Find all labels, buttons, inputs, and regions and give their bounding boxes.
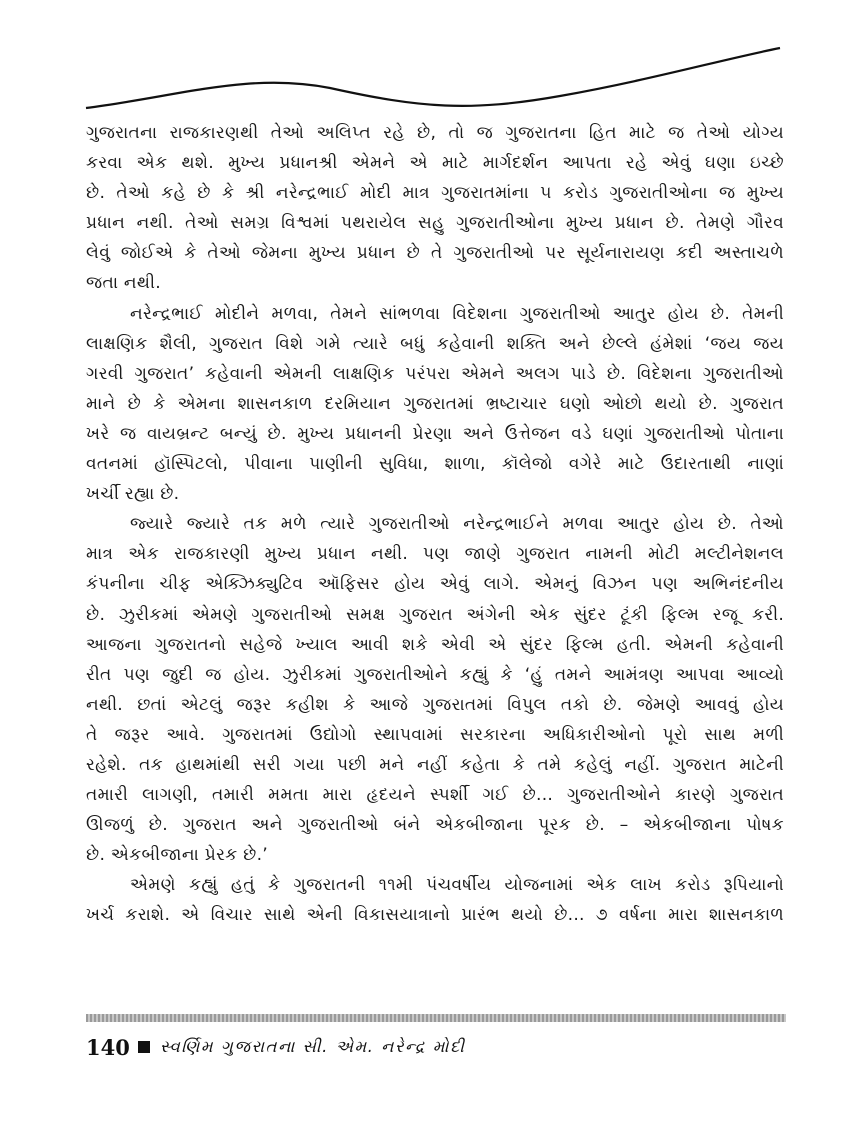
- text-line: લેવું જોઈએ કે તેઓ જેમના મુખ્ય પ્રધાન છે તે ગુજરાતીઓ પર સૂર્યનારાયણ કદી અસ્તાચળે: [86, 243, 784, 264]
- text-line: નથી. છતાં એટલું જરૂર કહીશ કે આજે ગુજરાતમાં વિપુલ તકો છે. જેમણે આવવું હોય: [86, 694, 784, 715]
- text-line: ગુજરાતના રાજકારણથી તેઓ અલિપ્ત રહે છે, તો જ ગુજરાતના હિત માટે જ તેઓ યોગ્ય: [86, 123, 784, 143]
- text-line: તે જરૂર આવે. ગુજરાતમાં ઉદ્યોગો સ્થાપવામાં સરકારના અધિકારીઓનો પૂરો સાથ મળી: [86, 724, 784, 745]
- paragraph-4: [86, 870, 784, 930]
- text-line: માત્ર એક રાજકારણી મુખ્ય પ્રધાન નથી. પણ જાણે ગુજરાત નામની મોટી મલ્ટીનેશનલ: [86, 544, 784, 565]
- text-line: જ્યારે જ્યારે તક મળે ત્યારે ગુજરાતીઓ નરેન્દ્રભાઈને મળવા આતુર હોય છે. તેઓ: [130, 514, 784, 535]
- text-line: રહેશે. તક હાથમાંથી સરી ગયા પછી મને નહીં કહેતા કે તમે કહેલું નહીં. ગુજરાત માટેની: [86, 754, 784, 775]
- text-line: છે. તેઓ કહે છે કે શ્રી નરેન્દ્રભાઈ મોદી માત્ર ગુજરાતમાંના ૫ કરોડ ગુજરાતીઓના જ મુખ્ય: [86, 183, 784, 204]
- text-line: લાક્ષણિક શૈલી, ગુજરાત વિશે ગમે ત્યારે બધું કહેવાની શક્તિ અને છેલ્લે હંમેશાં ‘જય જય: [86, 333, 784, 354]
- header-wave-decoration: [0, 0, 854, 130]
- text-line: ખર્ચ કરાશે. એ વિચાર સાથે એની વિકાસયાત્રાનો પ્રારંભ થયો છે... ૭ વર્ષના મારા શાસનકાળ: [86, 905, 784, 926]
- text-line: તમારી લાગણી, તમારી મમતા મારા હૃદયને સ્પર્શી ગઈ છે... ગુજરાતીઓને કારણે ગુજરાત: [86, 785, 784, 806]
- text-line: ઊજળું છે. ગુજરાત અને ગુજરાતીઓ બંને એકબીજાના પૂરક છે. – એકબીજાના પોષક: [86, 815, 784, 836]
- square-bullet-icon: [138, 1041, 150, 1053]
- text-line: ખરે જ વાયબ્રન્ટ બન્યું છે. મુખ્ય પ્રધાનની પ્રેરણા અને ઉત્તેજન વડે ઘણાં ગુજરાતીઓ પોતાના: [86, 423, 784, 444]
- page-footer: [86, 1032, 465, 1062]
- paragraph-2: [86, 299, 784, 510]
- footer-rule: [86, 1014, 786, 1022]
- article-body: [86, 118, 784, 931]
- page-number: 140: [86, 1034, 130, 1060]
- text-line: એમણે કહ્યું હતું કે ગુજરાતની ૧૧મી પંચવર્ષીય યોજનામાં એક લાખ કરોડ રૂપિયાનો: [130, 875, 784, 896]
- paragraph-3: [86, 509, 784, 870]
- text-line: છે. એકબીજાના પ્રેરક છે.’: [86, 845, 268, 866]
- text-line: આજના ગુજરાતનો સહેજે ખ્યાલ આવી શકે એવી એ સુંદર ફિલ્મ હતી. એમની કહેવાની: [86, 634, 784, 655]
- running-title: સ્વર્ણિમ ગુજરાતના સી. એમ. નરેન્દ્ર મોદી: [159, 1037, 466, 1056]
- text-line: ગરવી ગુજરાત’ કહેવાની એમની લાક્ષણિક પરંપરા એમને અલગ પાડે છે. વિદેશના ગુજરાતીઓ: [86, 363, 784, 384]
- text-line: નરેન્દ્રભાઈ મોદીને મળવા, તેમને સાંભળવા વિદેશના ગુજરાતીઓ આતુર હોય છે. તેમની: [130, 303, 784, 324]
- text-line: જતા નથી.: [86, 273, 161, 294]
- paragraph-1: [86, 118, 784, 299]
- text-line: છે. ઝુરીકમાં એમણે ગુજરાતીઓ સમક્ષ ગુજરાત અંગેની એક સુંદર ટૂંકી ફિલ્મ રજૂ કરી.: [86, 604, 784, 625]
- text-line: કરવા એક થશે. મુખ્ય પ્રધાનશ્રી એમને એ માટે માર્ગદર્શન આપતા રહે એવું ઘણા ઇચ્છે: [86, 153, 784, 174]
- text-line: માને છે કે એમના શાસનકાળ દરમિયાન ગુજરાતમાં ભ્રષ્ટાચાર ઘણો ઓછો થયો છે. ગુજરાત: [86, 393, 784, 414]
- text-line: પ્રધાન નથી. તેઓ સમગ્ર વિશ્વમાં પથરાયેલ સહુ ગુજરાતીઓના મુખ્ય પ્રધાન છે. તેમણે ગૌરવ: [86, 213, 784, 234]
- text-line: રીત પણ જુદી જ હોય. ઝુરીકમાં ગુજરાતીઓને કહ્યું કે ‘હું તમને આમંત્રણ આપવા આવ્યો: [86, 664, 784, 685]
- text-line: ખર્ચી રહ્યા છે.: [86, 484, 180, 505]
- text-line: વતનમાં હૉસ્પિટલો, પીવાના પાણીની સુવિધા, શાળા, કૉલેજો વગેરે માટે ઉદારતાથી નાણાં: [86, 454, 784, 475]
- text-line: કંપનીના ચીફ એક્ઝિક્યુટિવ ઑફિસર હોય એવું લાગે. એમનું વિઝન પણ અભિનંદનીય: [86, 574, 784, 595]
